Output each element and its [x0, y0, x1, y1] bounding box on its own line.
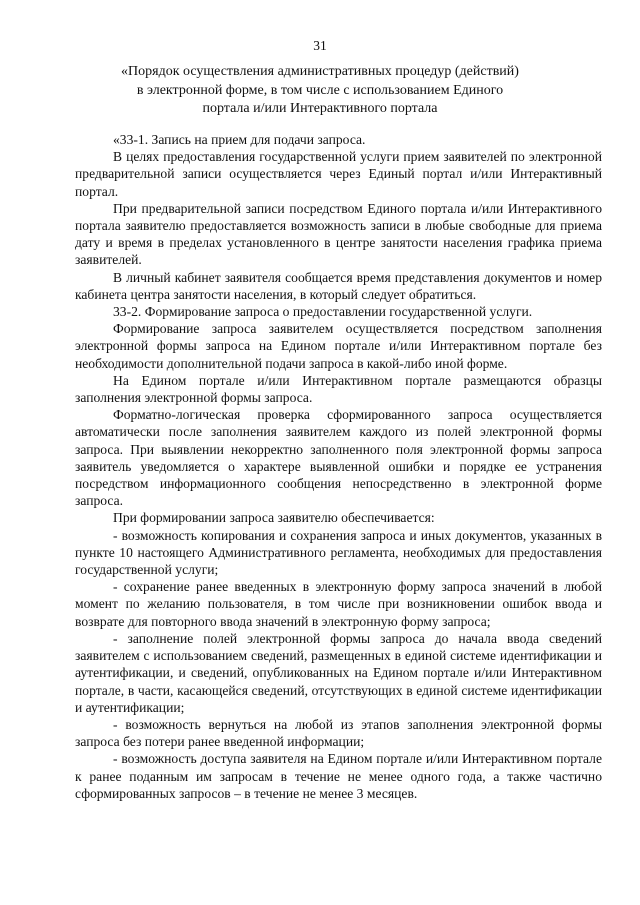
list-item: - сохранение ранее введенных в электронную форму запроса значений в любой момент по желанию пользователя, в том числе при возникновении ошибок ввода и возврате для повторного ввода значений в электронную форму запроса; — [75, 579, 602, 629]
paragraph: При формировании запроса заявителю обеспечивается: — [113, 510, 435, 526]
list-item: - заполнение полей электронной формы запроса до начала ввода сведений заявителем с использованием сведений, размещенных в единой системе идентификации и аутентификации, и сведений, опубликованных на Едином портале и/или Интерактивном портале, в части, касающейся сведений, отсутствующих в единой системе идентификации и аутентификации; — [75, 630, 602, 715]
paragraph-item-33-1-title: «33-1. Запись на прием для подачи запроса. — [113, 132, 366, 147]
section-heading — [60, 63, 580, 119]
paragraph: На Едином портале и/или Интерактивном портале размещаются образцы заполнения электронной формы запроса. — [75, 372, 602, 406]
paragraph: Формирование запроса заявителем осуществляется посредством заполнения электронной формы запроса на Едином портале и/или Интерактивном портале без необходимости дополнительной подачи запроса в какой-либо иной форме. — [75, 321, 602, 371]
paragraph-item-33-2-title: 33-2. Формирование запроса о предоставлении государственной услуги. — [113, 304, 533, 320]
heading-line: «Порядок осуществления административных процедур (действий) — [121, 64, 519, 79]
paragraph: При предварительной записи посредством Единого портала и/или Интерактивного портала заявителю предоставляется возможность записи в любые свободные для приема дату и время в пределах установленного в центре занятости населения графика приема заявителей. — [75, 200, 602, 268]
list-item: - возможность доступа заявителя на Едином портале и/или Интерактивном портале к ранее поданным им запросам в течение не менее одного года, а также частично сформированных запросов – в течение не менее 3 месяцев. — [75, 751, 602, 801]
page-number: 31 — [313, 38, 327, 53]
paragraph: В личный кабинет заявителя сообщается время представления документов и номер кабинета центра занятости населения, в который следует обратиться. — [75, 269, 602, 302]
paragraph: Форматно-логическая проверка сформированного запроса осуществляется автоматически после заполнения заявителем каждого из полей электронной формы запроса. При выявлении некорректно заполненного поля электронной формы запроса заявитель уведомляется о характере выявленной ошибки и порядке ее устранения посредством информационного сообщения непосредственно в электронной форме запроса. — [75, 407, 602, 509]
list-item: - возможность копирования и сохранения запроса и иных документов, указанных в пункте 10 настоящего Административного регламента, необходимых для предоставления государственной услуги; — [75, 527, 602, 578]
heading-line: портала и/или Интерактивного портала — [202, 101, 438, 116]
paragraph: В целях предоставления государственной услуги прием заявителей по электронной предварительной записи осуществляется через Единый портал и/или Интерактивный портал. — [75, 149, 602, 199]
heading-line: в электронной форме, в том числе с использованием Единого — [136, 82, 504, 98]
document-body — [75, 131, 602, 802]
list-item: - возможность вернуться на любой из этапов заполнения электронной формы запроса без потери ранее введенной информации; — [75, 716, 602, 750]
